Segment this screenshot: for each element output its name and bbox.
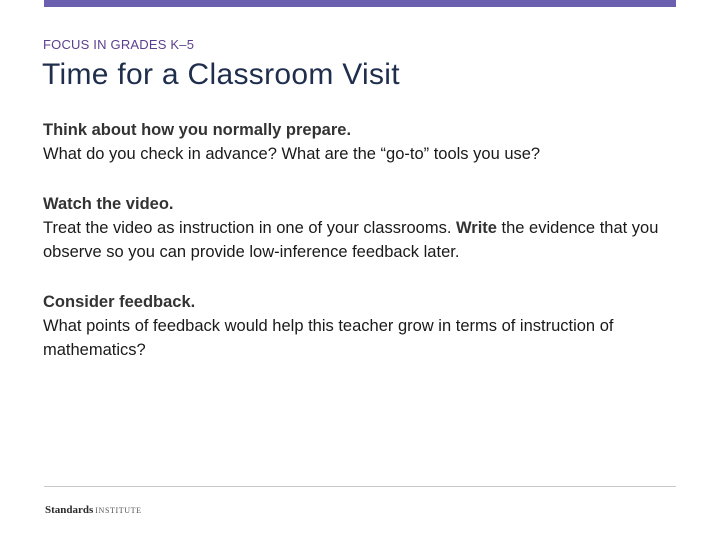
section-body-feedback: What points of feedback would help this teacher grow in terms of instruction of mathematics?	[43, 317, 614, 359]
standards-institute-logo	[45, 504, 142, 516]
section-prepare	[43, 118, 679, 166]
section-body-prepare: What do you check in advance? What are the “go-to” tools you use?	[43, 145, 541, 163]
section-feedback	[43, 290, 679, 362]
slide-content	[43, 118, 679, 388]
section-body-watch	[43, 216, 679, 264]
page-title: Time for a Classroom Visit	[42, 58, 400, 91]
footer-divider	[44, 486, 676, 487]
section-heading-feedback: Consider feedback.	[43, 293, 196, 311]
section-heading-prepare: Think about how you normally prepare.	[43, 121, 352, 139]
section-body-watch-suffix: the evidence that you observe so you can provide low-inference feedback later.	[43, 219, 659, 261]
section-body-watch-emphasis: Write	[456, 219, 497, 237]
top-accent-bar	[44, 0, 676, 7]
section-watch	[43, 192, 679, 264]
section-body-watch-prefix: Treat the video as instruction in one of your classrooms.	[43, 219, 456, 237]
logo-sub-text: INSTITUTE	[95, 506, 142, 515]
section-kicker: FOCUS IN GRADES K–5	[43, 37, 195, 52]
section-heading-watch: Watch the video.	[43, 195, 174, 213]
logo-main-text: Standards	[45, 504, 94, 516]
